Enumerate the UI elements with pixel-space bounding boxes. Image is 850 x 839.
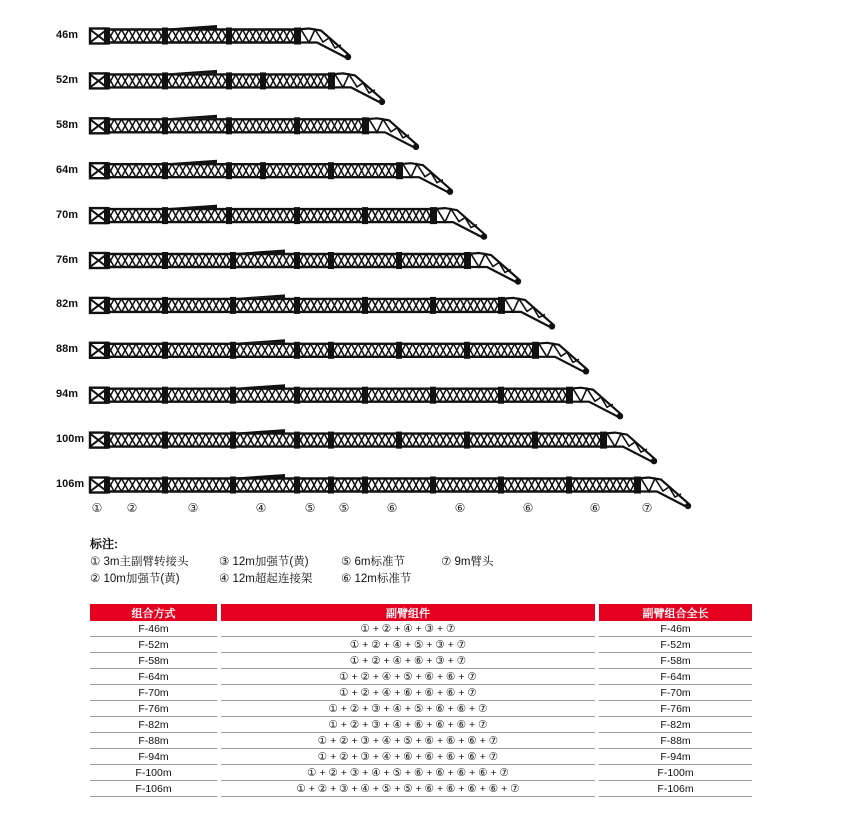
truss-section-3 (165, 297, 233, 314)
section-number: ④ (255, 501, 267, 515)
truss-section-1 (90, 477, 107, 494)
boom-configuration (90, 339, 589, 374)
truss-section-6 (467, 342, 535, 359)
truss-section-6 (399, 342, 467, 359)
truss-section-6 (331, 162, 399, 179)
section-number: ⑦ (641, 501, 653, 515)
boom-configuration (90, 294, 555, 329)
table-row (90, 749, 752, 765)
length-label: 76m (56, 254, 79, 266)
truss-section-2 (107, 72, 165, 89)
length-label: 46m (56, 29, 79, 41)
truss-section-6 (399, 252, 467, 269)
table-row (90, 669, 752, 685)
table-header-row (90, 604, 752, 621)
combination-cell: F-106m (90, 781, 217, 797)
truss-section-3 (165, 477, 233, 494)
truss-section-6 (229, 117, 297, 134)
section-number: ⑤ (338, 501, 350, 515)
truss-section-6 (297, 297, 365, 314)
jib-head (433, 207, 487, 240)
truss-section-3 (229, 28, 297, 45)
truss-section-6 (297, 387, 365, 404)
components-cell: ① + ② + ③ + ④ + ⑥ + ⑥ + ⑥ + ⑦ (221, 717, 595, 733)
section-number: ⑥ (454, 501, 466, 515)
components-cell: ① + ② + ③ + ④ + ⑤ + ⑥ + ⑥ + ⑥ + ⑥ + ⑦ (221, 765, 595, 781)
truss-section-2 (107, 252, 165, 269)
truss-section-2 (107, 477, 165, 494)
truss-section-6 (331, 252, 399, 269)
truss-section-3 (263, 72, 331, 89)
truss-section-1 (90, 342, 107, 359)
combination-cell: F-94m (90, 749, 217, 765)
section-number: ② (126, 501, 138, 515)
truss-section-6 (331, 342, 399, 359)
truss-section-2 (107, 297, 165, 314)
jib-head (535, 342, 589, 375)
combination-cell: F-100m (90, 765, 217, 781)
length-label: 70m (56, 209, 79, 221)
truss-section-2 (107, 342, 165, 359)
truss-section-1 (90, 432, 107, 449)
truss-section-2 (107, 207, 165, 224)
truss-section-5 (229, 72, 263, 89)
truss-section-5 (331, 477, 365, 494)
components-cell: ① + ② + ③ + ④ + ⑥ + ⑥ + ⑥ + ⑥ + ⑦ (221, 749, 595, 765)
truss-section-6 (365, 207, 433, 224)
truss-section-4 (165, 70, 229, 90)
boom-configuration (90, 160, 453, 195)
truss-section-4 (233, 474, 297, 494)
header-jib-components: 副臂组件 (221, 604, 595, 621)
truss-section-1 (90, 252, 107, 269)
truss-section-5 (229, 162, 263, 179)
legend-title: 标注: (90, 537, 118, 551)
table-row (90, 653, 752, 669)
boom-configuration (90, 70, 385, 105)
jib-head (297, 28, 351, 61)
length-cell: F-58m (599, 653, 752, 669)
table-row (90, 765, 752, 781)
table-row (90, 685, 752, 701)
combination-cell: F-76m (90, 701, 217, 717)
length-cell: F-82m (599, 717, 752, 733)
truss-section-4 (165, 160, 229, 180)
combination-cell: F-70m (90, 685, 217, 701)
boom-configuration (90, 205, 487, 240)
truss-section-2 (107, 28, 165, 45)
boom-configuration (90, 384, 623, 419)
truss-section-6 (467, 432, 535, 449)
length-cell: F-70m (599, 685, 752, 701)
jib-head (501, 297, 555, 330)
truss-section-6 (229, 207, 297, 224)
combination-cell: F-58m (90, 653, 217, 669)
table-row (90, 701, 752, 717)
truss-section-6 (433, 297, 501, 314)
length-cell: F-76m (599, 701, 752, 717)
legend-item: ④ 12m超起连接架 (219, 573, 313, 585)
boom-configuration (90, 115, 419, 150)
jib-head (365, 117, 419, 150)
truss-section-4 (233, 294, 297, 314)
length-label: 88m (56, 343, 79, 355)
truss-section-1 (90, 28, 107, 45)
jib-head (569, 387, 623, 420)
truss-section-6 (297, 207, 365, 224)
truss-section-6 (501, 477, 569, 494)
truss-section-4 (233, 429, 297, 449)
combination-cell: F-82m (90, 717, 217, 733)
truss-section-1 (90, 297, 107, 314)
truss-section-2 (107, 387, 165, 404)
jib-head (331, 72, 385, 105)
jib-head (603, 432, 657, 465)
table-row (90, 621, 752, 637)
truss-section-6 (433, 477, 501, 494)
section-number: ⑤ (304, 501, 316, 515)
truss-section-6 (331, 432, 399, 449)
components-cell: ① + ② + ④ + ⑤ + ⑥ + ⑥ + ⑦ (221, 669, 595, 685)
header-total-length: 副臂组合全长 (599, 604, 752, 621)
truss-section-6 (365, 297, 433, 314)
truss-section-5 (297, 342, 331, 359)
section-number: ① (91, 501, 103, 515)
legend-item: ① 3m主副臂转接头 (90, 556, 189, 568)
legend-item: ⑦ 9m臂头 (441, 556, 494, 568)
truss-section-4 (233, 339, 297, 359)
components-cell: ① + ② + ④ + ⑤ + ③ + ⑦ (221, 637, 595, 653)
components-cell: ① + ② + ③ + ④ + ⑤ + ⑥ + ⑥ + ⑦ (221, 701, 595, 717)
length-cell: F-100m (599, 765, 752, 781)
table-row (90, 717, 752, 733)
length-label: 58m (56, 119, 79, 131)
length-label: 82m (56, 298, 79, 310)
combination-table (90, 604, 752, 797)
components-cell: ① + ② + ③ + ④ + ⑤ + ⑥ + ⑥ + ⑥ + ⑦ (221, 733, 595, 749)
truss-section-6 (535, 432, 603, 449)
boom-configuration (90, 25, 351, 60)
truss-section-4 (165, 115, 229, 135)
truss-section-6 (433, 387, 501, 404)
truss-section-3 (165, 252, 233, 269)
truss-section-1 (90, 387, 107, 404)
length-label: 106m (56, 478, 85, 490)
header-combination-method: 组合方式 (90, 604, 217, 621)
truss-section-4 (165, 205, 229, 225)
components-cell: ① + ② + ④ + ③ + ⑦ (221, 621, 595, 637)
truss-section-2 (107, 117, 165, 134)
truss-section-6 (569, 477, 637, 494)
length-cell: F-106m (599, 781, 752, 797)
truss-section-3 (165, 432, 233, 449)
legend-item: ③ 12m加强节(黄) (219, 556, 309, 568)
length-cell: F-88m (599, 733, 752, 749)
truss-section-6 (365, 387, 433, 404)
combination-cell: F-52m (90, 637, 217, 653)
length-cell: F-46m (599, 621, 752, 637)
truss-section-1 (90, 162, 107, 179)
components-cell: ① + ② + ④ + ⑥ + ③ + ⑦ (221, 653, 595, 669)
table-row (90, 781, 752, 797)
truss-section-5 (297, 252, 331, 269)
truss-section-3 (165, 387, 233, 404)
boom-configuration (90, 250, 521, 285)
legend-item: ⑤ 6m标准节 (341, 556, 405, 568)
truss-section-4 (233, 384, 297, 404)
truss-section-6 (501, 387, 569, 404)
jib-head (399, 162, 453, 195)
truss-section-1 (90, 117, 107, 134)
components-cell: ① + ② + ③ + ④ + ⑤ + ⑤ + ⑥ + ⑥ + ⑥ + ⑥ + ⑦ (221, 781, 595, 797)
truss-section-4 (233, 250, 297, 270)
legend-item: ⑥ 12m标准节 (341, 573, 412, 585)
table-body (90, 621, 752, 797)
combination-cell: F-64m (90, 669, 217, 685)
combination-cell: F-46m (90, 621, 217, 637)
truss-section-6 (263, 162, 331, 179)
truss-section-3 (165, 342, 233, 359)
boom-configuration (90, 429, 657, 464)
truss-section-6 (365, 477, 433, 494)
truss-section-4 (165, 25, 229, 45)
table-row (90, 637, 752, 653)
truss-section-6 (399, 432, 467, 449)
section-number: ⑥ (522, 501, 534, 515)
truss-section-1 (90, 72, 107, 89)
section-number: ⑥ (589, 501, 601, 515)
components-cell: ① + ② + ④ + ⑥ + ⑥ + ⑥ + ⑦ (221, 685, 595, 701)
truss-section-5 (297, 432, 331, 449)
length-label: 52m (56, 74, 79, 86)
length-cell: F-94m (599, 749, 752, 765)
length-cell: F-64m (599, 669, 752, 685)
legend-item: ② 10m加强节(黄) (90, 573, 180, 585)
combination-cell: F-88m (90, 733, 217, 749)
section-number: ⑥ (386, 501, 398, 515)
truss-section-1 (90, 207, 107, 224)
truss-section-2 (107, 432, 165, 449)
truss-section-3 (297, 117, 365, 134)
length-label: 94m (56, 388, 79, 400)
truss-section-2 (107, 162, 165, 179)
jib-head (467, 252, 521, 285)
section-number: ③ (187, 501, 199, 515)
truss-section-5 (297, 477, 331, 494)
table-row (90, 733, 752, 749)
length-label: 100m (56, 433, 85, 445)
length-label: 64m (56, 164, 79, 176)
length-cell: F-52m (599, 637, 752, 653)
